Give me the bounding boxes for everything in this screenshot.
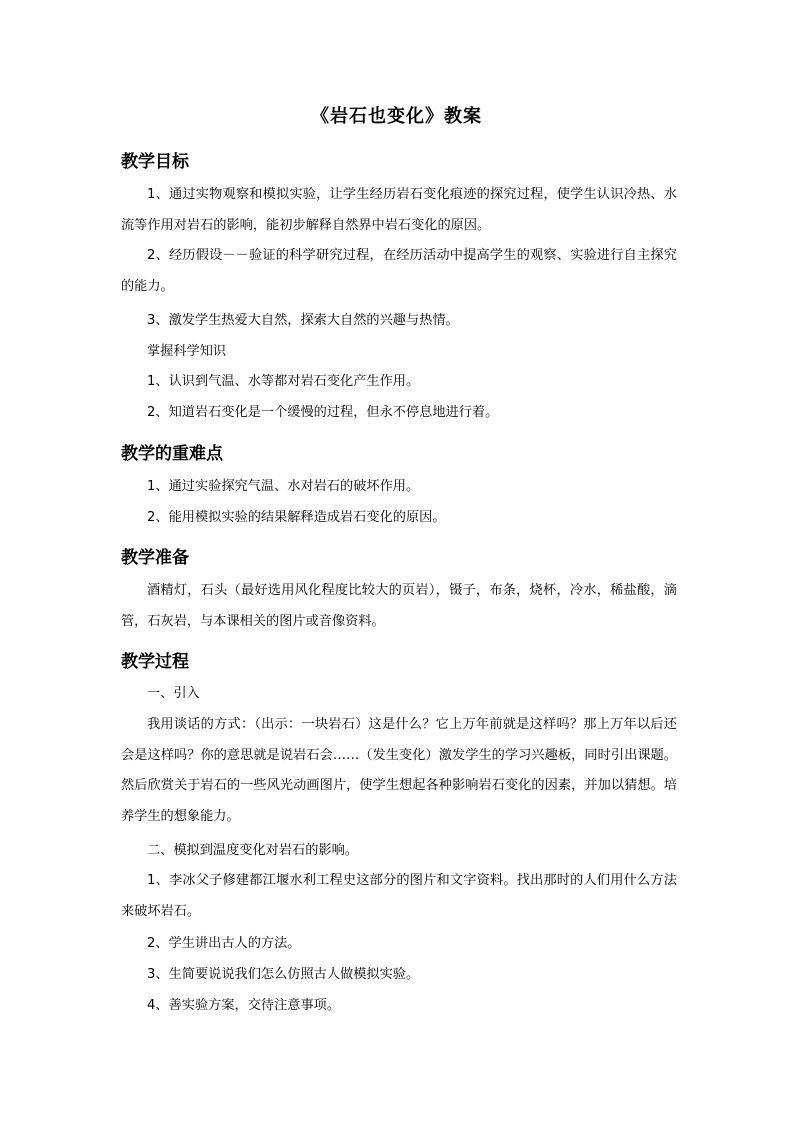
goal-item-knowledge-2: 2、知道岩石变化是一个缓慢的过程，但永不停息地进行着。 bbox=[147, 405, 499, 420]
process-intro-text: 我用谈话的方式：（出示：一块岩石）这是什么？它上万年前就是这样吗？那上万年以后还会是这样吗？你的意思就是说岩石会……（发生变化）激发学生的学习兴趣板，同时引出课题。然后欣赏关于岩石的一些风光动画图片，使学生想起各种影响岩石变化的因素，并加以猜想。培养学生的想象能力。 bbox=[121, 717, 677, 824]
goal-item-1: 1、通过实物观察和模拟实验，让学生经历岩石变化痕迹的探究过程，使学生认识冷热、水流等作用对岩石的影响，能初步解释自然界中岩石变化的原因。 bbox=[121, 187, 677, 233]
heading-preparation: 教学准备 bbox=[121, 548, 189, 568]
process-step-intro-title: 一、引入 bbox=[147, 686, 200, 701]
heading-teaching-goals: 教学目标 bbox=[121, 152, 189, 172]
key-point-1: 1、通过实验探究气温、水对岩石的破坏作用。 bbox=[147, 479, 420, 494]
process-step-two-item-2: 2、学生讲出古人的方法。 bbox=[147, 936, 301, 951]
process-step-two-item-1: 1、李冰父子修建都江堰水利工程史这部分的图片和文字资料。找出那时的人们用什么方法来破坏岩石。 bbox=[121, 873, 677, 919]
preparation-text: 酒精灯，石头（最好选用风化程度比较大的页岩），镊子，布条，烧杯，冷水，稀盐酸，滴管，石灰岩，与本课相关的图片或音像资料。 bbox=[121, 583, 677, 629]
document-title: 《岩石也变化》教案 bbox=[311, 106, 482, 127]
heading-process: 教学过程 bbox=[121, 652, 189, 672]
goal-item-knowledge-1: 1、认识到气温、水等都对岩石变化产生作用。 bbox=[147, 374, 420, 389]
heading-key-points: 教学的重难点 bbox=[121, 444, 223, 464]
process-step-two-item-4: 4、善实验方案，交待注意事项。 bbox=[147, 998, 341, 1013]
goal-item-2: 2、经历假设－－验证的科学研究过程，在经历活动中提高学生的观察、实验进行自主探究的能力。 bbox=[121, 248, 677, 294]
process-step-two-item-3: 3、生简要说说我们怎么仿照古人做模拟实验。 bbox=[147, 967, 420, 982]
process-step-two-title: 二、模拟到温度变化对岩石的影响。 bbox=[147, 843, 358, 858]
key-point-2: 2、能用模拟实验的结果解释造成岩石变化的原因。 bbox=[147, 510, 446, 525]
goal-subheading-knowledge: 掌握科学知识 bbox=[147, 344, 227, 359]
goal-item-3: 3、激发学生热爱大自然，探索大自然的兴趣与热情。 bbox=[147, 313, 459, 328]
